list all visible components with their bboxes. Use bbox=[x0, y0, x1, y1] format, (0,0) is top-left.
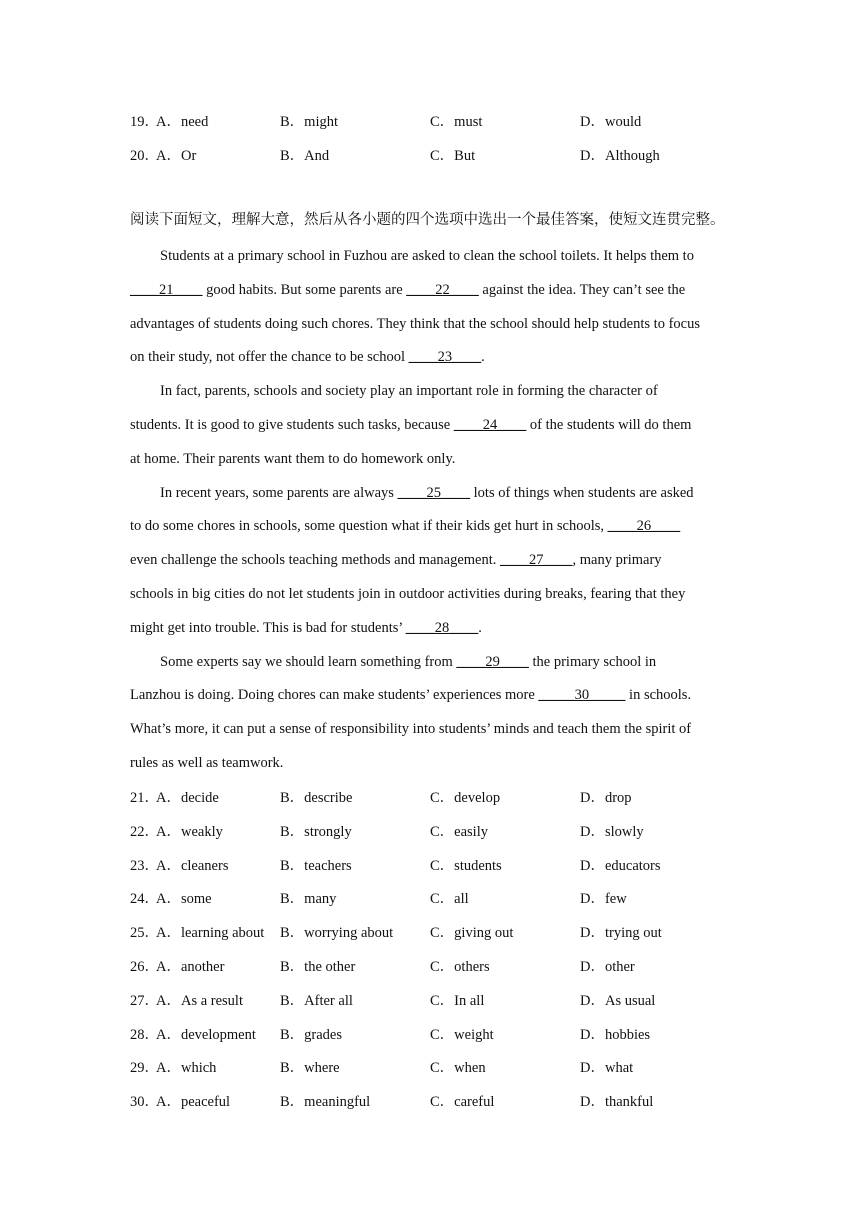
passage-text: , many primary bbox=[572, 552, 662, 569]
option-a: A．another bbox=[156, 959, 225, 975]
question-number: 27． bbox=[130, 993, 159, 1009]
passage-line bbox=[130, 679, 730, 713]
option-b: B．worrying about bbox=[280, 925, 394, 941]
reading-passage bbox=[130, 240, 730, 781]
blank-29: ____29____ bbox=[456, 653, 529, 670]
question-number: 25． bbox=[130, 925, 159, 941]
option-c: C．But bbox=[430, 148, 476, 164]
option-c: C．others bbox=[430, 959, 490, 975]
passage-line bbox=[130, 409, 730, 443]
passage-text: In recent years, some parents are always bbox=[160, 484, 398, 501]
passage-text: on their study, not offer the chance to be school bbox=[130, 349, 409, 366]
passage-line bbox=[130, 612, 730, 646]
passage-text: lots of things when students are asked bbox=[470, 484, 694, 501]
option-b: B．grades bbox=[280, 1027, 343, 1043]
passage-line bbox=[130, 477, 730, 511]
question-number: 24． bbox=[130, 891, 159, 907]
blank-27: ____27____ bbox=[500, 552, 573, 569]
option-c: C．all bbox=[430, 891, 469, 907]
passage-text: at home. Their parents want them to do homework only. bbox=[130, 450, 456, 467]
passage-line bbox=[130, 713, 730, 747]
option-a: A．which bbox=[156, 1060, 217, 1076]
passage-text: against the idea. They can’t see the bbox=[478, 281, 686, 298]
option-d: D．hobbies bbox=[580, 1027, 651, 1043]
passage-text: In fact, parents, schools and society play an important role in forming the character of bbox=[160, 383, 658, 400]
passage-text: might get into trouble. This is bad for students’ bbox=[130, 619, 406, 636]
option-a: A．weakly bbox=[156, 824, 223, 840]
option-d: D．As usual bbox=[580, 993, 656, 1009]
passage-text: rules as well as teamwork. bbox=[130, 754, 284, 771]
blank-30: _____30_____ bbox=[538, 687, 626, 704]
option-d: D．educators bbox=[580, 858, 661, 874]
option-a: A．Or bbox=[156, 148, 197, 164]
question-number: 20． bbox=[130, 148, 159, 164]
option-d: D．what bbox=[580, 1060, 634, 1076]
option-b: B．where bbox=[280, 1060, 340, 1076]
passage-text: to do some chores in schools, some question what if their kids get hurt in schools, bbox=[130, 518, 608, 535]
passage-text: Some experts say we should learn something from bbox=[160, 653, 457, 670]
option-c: C．when bbox=[430, 1060, 486, 1076]
passage-line bbox=[130, 747, 730, 781]
passage-line bbox=[130, 341, 730, 375]
passage-text: Lanzhou is doing. Doing chores can make students’ experiences more bbox=[130, 687, 539, 704]
passage-line bbox=[130, 510, 730, 544]
passage-text: students. It is good to give students such tasks, because bbox=[130, 416, 454, 433]
blank-22: ____22____ bbox=[406, 281, 479, 298]
option-a: A．peaceful bbox=[156, 1094, 231, 1110]
passage-text: . bbox=[478, 619, 482, 636]
passage-text: of the students will do them bbox=[526, 416, 692, 433]
option-d: D．drop bbox=[580, 790, 632, 806]
question-number: 29． bbox=[130, 1060, 159, 1076]
option-a: A．learning about bbox=[156, 925, 265, 941]
option-b: B．teachers bbox=[280, 858, 352, 874]
blank-23: ____23____ bbox=[408, 349, 482, 366]
passage-text: good habits. But some parents are bbox=[202, 281, 407, 298]
option-d: D．would bbox=[580, 114, 642, 130]
option-b: B．the other bbox=[280, 959, 356, 975]
question-number: 26． bbox=[130, 959, 159, 975]
question-number: 23． bbox=[130, 858, 159, 874]
question-number: 22． bbox=[130, 824, 159, 840]
blank-24: ____24____ bbox=[453, 416, 527, 433]
option-d: D．Although bbox=[580, 148, 660, 164]
option-b: B．describe bbox=[280, 790, 353, 806]
passage-line bbox=[130, 578, 730, 612]
passage-text: What’s more, it can put a sense of responsibility into students’ minds and teach them the spirit of bbox=[130, 721, 692, 738]
passage-line bbox=[130, 240, 730, 274]
blank-26: ____26____ bbox=[607, 518, 681, 535]
option-c: C．students bbox=[430, 858, 502, 874]
option-b: B．strongly bbox=[280, 824, 352, 840]
blank-25: ____25____ bbox=[397, 484, 471, 501]
option-b: B．And bbox=[280, 148, 330, 164]
passage-text: advantages of students doing such chores. They think that the school should help students to focus bbox=[130, 315, 700, 332]
option-a: A．cleaners bbox=[156, 858, 229, 874]
option-d: D．few bbox=[580, 891, 627, 907]
option-d: D．trying out bbox=[580, 925, 662, 941]
option-a: A．As a result bbox=[156, 993, 243, 1009]
option-a: A．some bbox=[156, 891, 212, 907]
passage-text: schools in big cities do not let students join in outdoor activities during breaks, fearing that they bbox=[130, 585, 686, 602]
blank-21: ____21____ bbox=[130, 281, 203, 298]
section-instruction: 阅读下面短文，理解大意，然后从各小题的四个选项中选出一个最佳答案，使短文连贯完整。 bbox=[130, 212, 725, 228]
option-b: B．might bbox=[280, 114, 339, 130]
question-number: 19． bbox=[130, 114, 159, 130]
option-d: D．slowly bbox=[580, 824, 644, 840]
passage-text: the primary school in bbox=[528, 653, 657, 670]
passage-line bbox=[130, 544, 730, 578]
question-number: 30． bbox=[130, 1094, 159, 1110]
passage-line bbox=[130, 443, 730, 477]
blank-28: ____28____ bbox=[405, 619, 479, 636]
option-b: B．many bbox=[280, 891, 337, 907]
option-c: C．must bbox=[430, 114, 483, 130]
passage-text: even challenge the schools teaching methods and management. bbox=[130, 552, 501, 569]
passage-text: Students at a primary school in Fuzhou are asked to clean the school toilets. It helps them to bbox=[160, 248, 694, 264]
option-a: A．development bbox=[156, 1027, 256, 1043]
option-c: C．develop bbox=[430, 790, 501, 806]
passage-text: . bbox=[481, 349, 485, 366]
option-a: A．need bbox=[156, 114, 209, 130]
option-b: B．meaningful bbox=[280, 1094, 371, 1110]
option-d: D．other bbox=[580, 959, 635, 975]
option-d: D．thankful bbox=[580, 1094, 654, 1110]
option-c: C．In all bbox=[430, 993, 485, 1009]
passage-text: in schools. bbox=[625, 687, 692, 704]
option-c: C．careful bbox=[430, 1094, 495, 1110]
passage-line bbox=[130, 274, 730, 308]
option-b: B．After all bbox=[280, 993, 353, 1009]
option-c: C．easily bbox=[430, 824, 488, 840]
option-a: A．decide bbox=[156, 790, 219, 806]
passage-line bbox=[130, 375, 730, 409]
question-number: 28． bbox=[130, 1027, 159, 1043]
question-number: 21． bbox=[130, 790, 159, 806]
option-c: C．weight bbox=[430, 1027, 494, 1043]
passage-line bbox=[130, 308, 730, 342]
option-c: C．giving out bbox=[430, 925, 514, 941]
passage-line bbox=[130, 646, 730, 680]
